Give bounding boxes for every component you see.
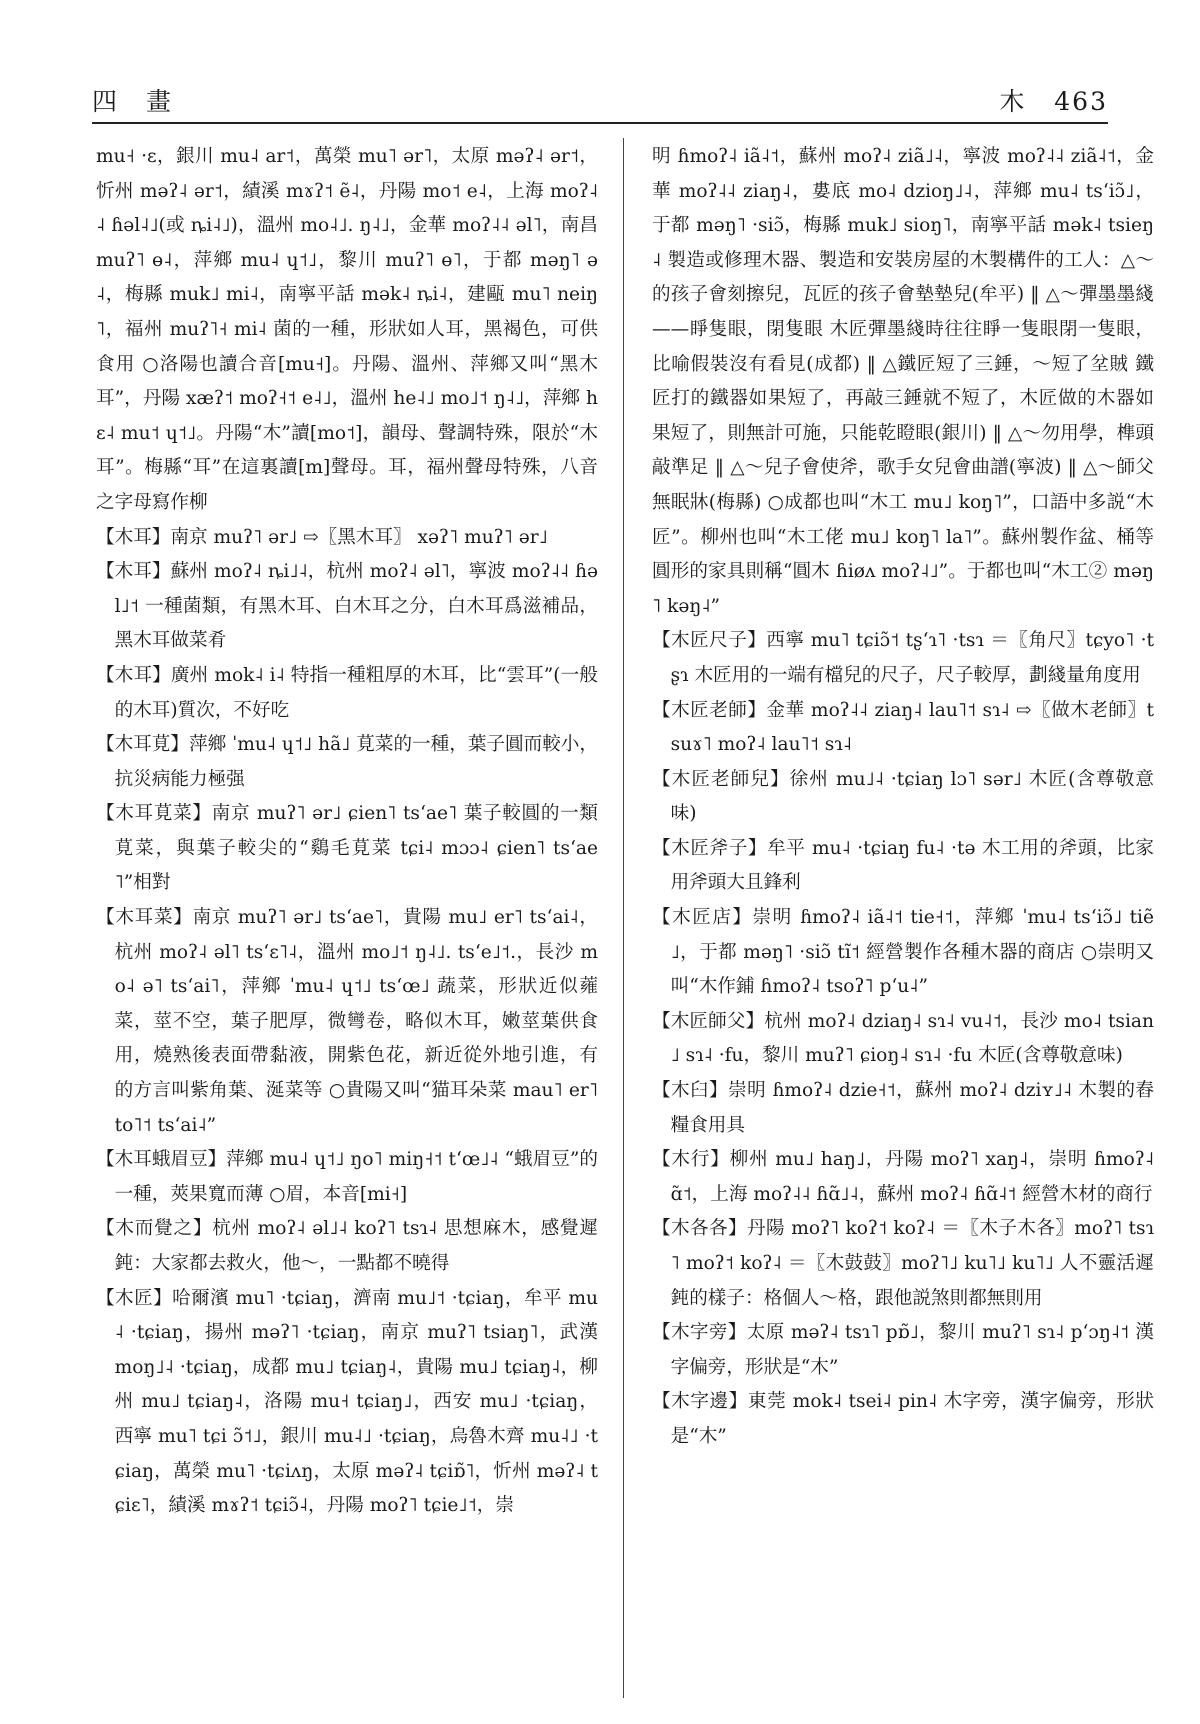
dictionary-entry: 【木而覺之】杭州 moʔ˨ əl˩˨ koʔ˥ tsɿ˨ 思想麻木，感覺遲鈍：大家都去救火，他～，一點都不曉得	[96, 1218, 598, 1274]
dictionary-entry: 【木字旁】太原 məʔ˨ tsɿ˥ pɒ̃˩，黎川 muʔ˥ sɿ˨ pʻɔŋ˨˦ 漢字偏旁，形狀是“木”	[652, 1322, 1154, 1378]
page-number: 463	[1054, 87, 1108, 116]
dictionary-entry: 【木臼】崇明 ɦmoʔ˨ dzie˧˦，蘇州 moʔ˨ dziʏ˩˨ 木製的舂糧食用具	[652, 1080, 1154, 1136]
dictionary-entry: 【木各各】丹陽 moʔ˥ koʔ˦ koʔ˨ ＝〖木子木各〗moʔ˥ tsɿ˥ moʔ˦ koʔ˨ ＝〖木鼓鼓〗moʔ˥˩ ku˥˩ ku˥˩ 人不靈活遲鈍的樣子：格個人～格，跟他説煞則都無則用	[652, 1218, 1154, 1309]
running-head	[92, 78, 1108, 118]
dictionary-entry: 【木耳菜】南京 muʔ˥ ər˩ tsʻae˥，貴陽 mu˩ er˥ tsʻai˨，杭州 moʔ˨ əl˥ tsʻɛ˥˨，溫州 mo˩˦ ŋ˨˩. tsʻe˩˦.，長沙 mo˨ ə˥ tsʻai˥，萍鄉 ˈmu˨ ɥ˦˩ tsʻœ˩ 蔬菜，形狀近似蕹菜，莖不空，葉子肥厚，微彎卷，略似木耳，嫩莖葉供食用，燒熟後表面帶黏液，開紫色花，新近從外地引進，有的方言叫紫角葉、涎菜等 ○貴陽又叫“猫耳朵菜 mau˥ er˥ to˥˦ tsʻai˨”	[96, 907, 598, 1136]
entry-continuation: 明 ɦmoʔ˨ iã˨˦，蘇州 moʔ˨ ziã˩˨，寧波 moʔ˨˨ ziã˨˦，金華 moʔ˨˨ ziaŋ˨，婁底 mo˨ dzioŋ˩˨，萍鄉 mu˨ tsʻiɔ̃˩，于都 məŋ˥ ·siɔ̃，梅縣 muk˩ sioŋ˥，南寧平話 mək˨ tsieŋ˨ 製造或修理木器、製造和安裝房屋的木製構件的工人：△～的孩子會刻擦兒，瓦匠的孩子會墊墊兒(牟平) ‖ △～彈墨墨綫——睜隻眼，閉隻眼 木匠彈墨綫時往往睜一隻眼閉一隻眼，比喻假裝沒有看見(成都) ‖ △鐵匠短了三錘，～短了坌賊 鐵匠打的鐵器如果短了，再敲三錘就不短了，木匠做的木器如果短了，則無計可施，只能乾瞪眼(銀川) ‖ △～勿用學，榫頭敲準足 ‖ △～兒子會使斧，歌手女兒會曲譜(寧波) ‖ △～師父無眠牀(梅縣) ○成都也叫“木工 mu˩ koŋ˥”，口語中多説“木匠”。柳州也叫“木工佬 mu˩ koŋ˥ la˥”。蘇州製作盆、桶等圓形的家具則稱“圓木 ɦiøʌ moʔ˨˩”。于都也叫“木工② məŋ˥ kəŋ˨”	[652, 146, 1154, 617]
header-rule	[92, 122, 1108, 124]
dictionary-entry: 【木耳莧】萍鄉 ˈmu˨ ɥ˦˩ hã˩ 莧菜的一種，葉子圓而較小，抗災病能力極强	[96, 734, 598, 790]
right-column	[652, 140, 1154, 1700]
dictionary-entry: 【木字邊】東莞 mok˨ tsei˨ pin˨ 木字旁，漢字偏旁，形狀是“木”	[652, 1391, 1154, 1447]
dictionary-entry: 【木匠】哈爾濱 mu˥ ·tɕiaŋ，濟南 mu˩˦ ·tɕiaŋ，牟平 mu˨ ·tɕiaŋ，揚州 məʔ˥ ·tɕiaŋ，南京 muʔ˥ tsiaŋ˥，武漢 moŋ˩˨ ·tɕiaŋ，成都 mu˩ tɕiaŋ˨，貴陽 mu˩ tɕiaŋ˨，柳州 mu˩ tɕiaŋ˨，洛陽 mu˧ tɕiaŋ˩，西安 mu˩ ·tɕiaŋ，西寧 mu˥ tɕi ɔ̃˦˩，銀川 mu˨˩ ·tɕiaŋ，烏魯木齊 mu˨˩ ·tɕiaŋ，萬榮 mu˥ ·tɕiʌŋ，太原 məʔ˨ tɕiɒ̃˥，忻州 məʔ˨ tɕiɛ˥，績溪 mɤʔ˦ tɕiɔ̃˨，丹陽 moʔ˥ tɕie˩˦，崇	[96, 1287, 598, 1517]
dictionary-entry: 【木匠老師兒】徐州 mu˩˨ ·tɕiaŋ lɔ˥ sər˩ 木匠(含尊敬意味)	[652, 768, 1154, 825]
entry-continuation: mu˧ ·ɛ，銀川 mu˨ ar˦，萬榮 mu˥ ər˥，太原 məʔ˨ ər˦，忻州 məʔ˨ ər˦，績溪 mɤʔ˦ ẽ˨，丹陽 mo˦ e˨，上海 moʔ˨˨ ɦəl˨˩(或 ȵi˨˩)，溫州 mo˨˩. ŋ˨˩，金華 moʔ˨˨ əl˥，南昌 muʔ˥ ɵ˨，萍鄉 mu˨ ɥ˦˩，黎川 muʔ˥ ɵ˥，于都 məŋ˥ ə˨，梅縣 muk˩ mi˨，南寧平話 mək˨ ȵi˨，建甌 mu˥ neiŋ˥，福州 muʔ˥˧ mi˨ 菌的一種，形狀如人耳，黑褐色，可供食用 ○洛陽也讀合音[mu˧]。丹陽、溫州、萍鄉又叫“黑木耳”，丹陽 xæʔ˦ moʔ˧˦ e˨˩，溫州 he˨˩ mo˩˦ ŋ˨˩，萍鄉 hɛ˨ mu˦ ɥ˦˩。丹陽“木”讀[mo˦]，韻母、聲調特殊，限於“木耳”。梅縣“耳”在這裏讀[m]聲母。耳，福州聲母特殊，八音之字母寫作柳	[96, 146, 598, 513]
column-divider	[623, 138, 624, 1698]
left-column	[96, 140, 598, 1700]
page-locator	[981, 82, 1108, 118]
dictionary-entry: 【木耳】南京 muʔ˥ ər˩ ⇨〖黑木耳〗 xəʔ˥ muʔ˥ ər˩	[96, 526, 548, 548]
radical-label: 木	[999, 87, 1027, 116]
dictionary-entry: 【木匠店】崇明 ɦmoʔ˨ iã˨˦ tie˧˦，萍鄉 ˈmu˨ tsʻiɔ̃˩ tiẽ˩，于都 məŋ˥ ·siɔ̃ tĩ˦ 經營製作各種木器的商店 ○崇明又叫“木作鋪 ɦmoʔ˨ tsoʔ˥ pʻu˨”	[652, 907, 1154, 998]
dictionary-entry: 【木匠斧子】牟平 mu˨ ·tɕiaŋ fu˨ ·tə 木工用的斧頭，比家用斧頭大且鋒利	[652, 837, 1154, 894]
dictionary-entry: 【木匠老師】金華 moʔ˨˨ ziaŋ˨ lau˥˦ sɿ˨ ⇨〖做木老師〗tsuɤ˥ moʔ˨ lau˥˦ sɿ˨	[652, 699, 1154, 756]
dictionary-entry: 【木行】柳州 mu˩ haŋ˩，丹陽 moʔ˥ xaŋ˨，崇明 ɦmoʔ˨ ɑ̃˦，上海 moʔ˨˨ ɦɑ̃˩˨，蘇州 moʔ˨ ɦɑ̃˨˦ 經營木材的商行	[652, 1149, 1154, 1205]
dictionary-entry: 【木耳】蘇州 moʔ˨ ȵi˩˨，杭州 moʔ˨ əl˥，寧波 moʔ˨˨ ɦəl˩˦ 一種菌類，有黑木耳、白木耳之分，白木耳爲滋補品，黑木耳做菜肴	[96, 561, 598, 652]
dictionary-entry: 【木耳】廣州 mok˨ i˨ 特指一種粗厚的木耳，比“雲耳”(一般的木耳)質次，不好吃	[96, 664, 598, 721]
dictionary-entry: 【木耳莧菜】南京 muʔ˥ ər˩ ɕien˥ tsʻae˥ 葉子較圓的一類莧菜，與葉子較尖的“鷄毛莧菜 tɕi˨ mɔɔ˨ ɕien˥ tsʻae˥”相對	[96, 803, 598, 894]
dictionary-entry: 【木匠尺子】西寧 mu˥ tɕiɔ̃˦ tʂʻɿ˥ ·tsɿ ＝〖角尺〗tɕyo˥ ·tʂɿ 木匠用的一端有檔兒的尺子，尺子較厚，劃綫量角度用	[652, 630, 1154, 686]
dictionary-entry: 【木匠師父】杭州 moʔ˨ dziaŋ˨ sɿ˨ vu˨˦，長沙 mo˨ tsian˩ sɿ˨ ·fu，黎川 muʔ˥ ɕioŋ˨ sɿ˨ ·fu 木匠(含尊敬意味)	[652, 1010, 1154, 1067]
section-title: 四 畫	[92, 87, 174, 116]
dictionary-entry: 【木耳蛾眉豆】萍鄉 mu˨ ɥ˦˩ ŋo˥ miŋ˧˦ tʻœ˩˨ “蛾眉豆”的一種，莢果寬而薄 ○眉，本音[mi˧]	[96, 1149, 598, 1205]
